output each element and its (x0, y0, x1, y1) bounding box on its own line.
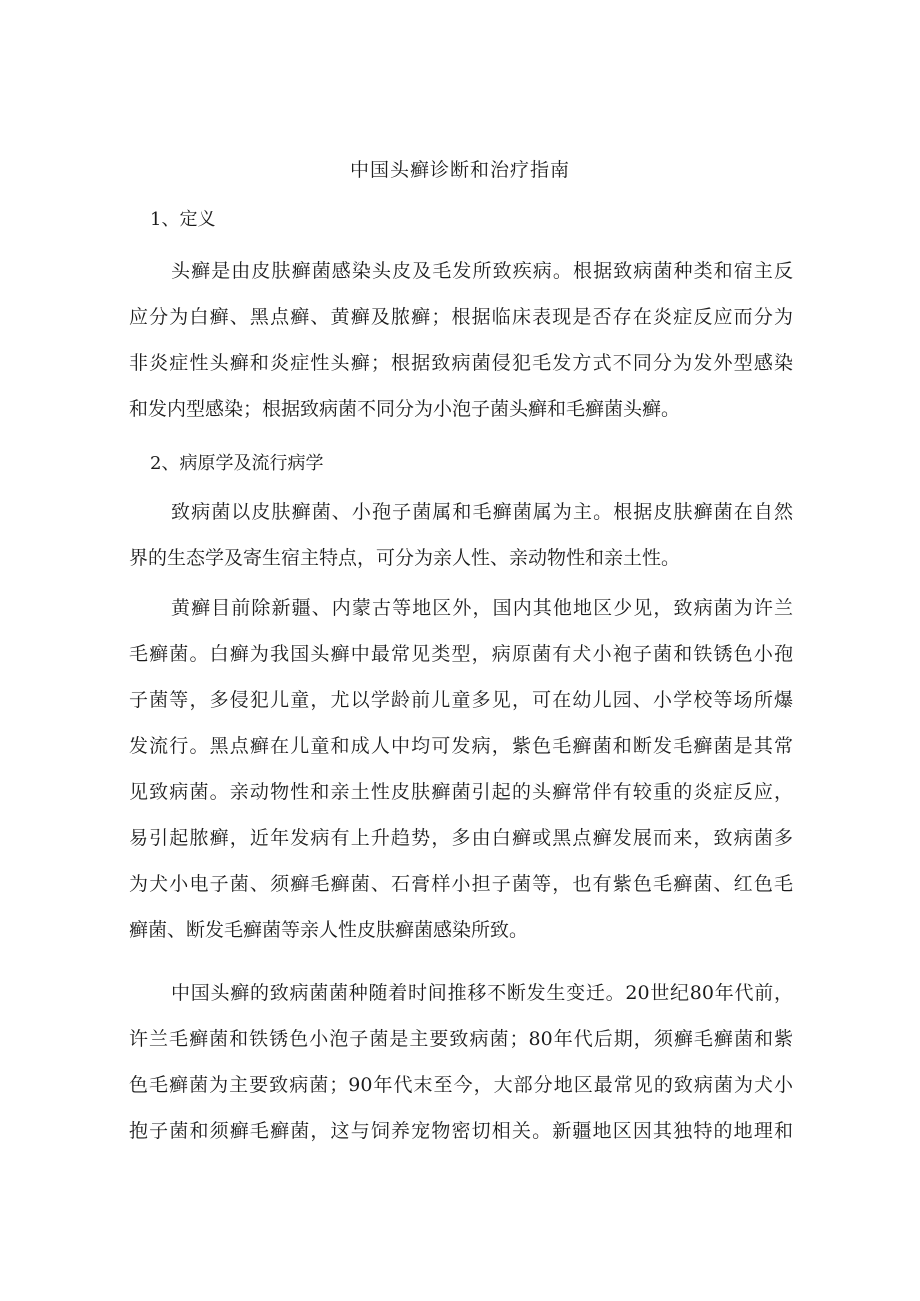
paragraph-line: 中国头癣的致病菌菌种随着时间推移不断发生变迁。20世纪80年代前， (171, 982, 793, 1004)
paragraph-line: 非炎症性头癣和炎症性头癣；根据致病菌侵犯毛发方式不同分为发外型感染 (129, 352, 793, 374)
paragraph-line: 为犬小电子菌、须癣毛癣菌、石膏样小担子菌等，也有紫色毛癣菌、红色毛 (129, 873, 793, 895)
paragraph-line: 许兰毛癣菌和铁锈色小泡子菌是主要致病菌；80年代后期，须癣毛癣菌和紫 (129, 1028, 793, 1050)
paragraph-line: 子菌等，多侵犯儿童，尤以学龄前儿童多见，可在幼儿园、小学校等场所爆 (129, 689, 793, 711)
paragraph-line: 和发内型感染；根据致病菌不同分为小泡子菌头癣和毛癣菌头癣。 (129, 398, 681, 420)
paragraph-line: 癣菌、断发毛癣菌等亲人性皮肤癣菌感染所致。 (129, 919, 529, 941)
paragraph-line: 应分为白癣、黑点癣、黄癣及脓癣；根据临床表现是否存在炎症反应而分为 (129, 306, 793, 328)
paragraph-line: 致病菌以皮肤癣菌、小孢子菌属和毛癣菌属为主。根据皮肤癣菌在自然 (171, 501, 793, 523)
document-title: 中国头癣诊断和治疗指南 (349, 159, 570, 181)
paragraph-line: 易引起脓癣，近年发病有上升趋势，多由白癣或黑点癣发展而来，致病菌多 (129, 827, 793, 849)
paragraph-line: 界的生态学及寄生宿主特点，可分为亲人性、亲动物性和亲土性。 (129, 547, 681, 569)
paragraph-favus (129, 585, 793, 953)
paragraph-line: 发流行。黑点癣在儿童和成人中均可发病，紫色毛癣菌和断发毛癣菌是其常 (129, 735, 793, 757)
paragraph-line: 抱子菌和须癣毛癣菌，这与饲养宠物密切相关。新疆地区因其独特的地理和 (129, 1120, 793, 1142)
paragraph-definition (129, 248, 793, 432)
paragraph-line: 头癣是由皮肤癣菌感染头皮及毛发所致疾病。根据致病菌种类和宿主反 (171, 260, 793, 282)
section-heading-etiology: 2、病原学及流行病学 (150, 453, 324, 474)
paragraph-line: 见致病菌。亲动物性和亲土性皮肤癣菌引起的头癣常伴有较重的炎症反应， (129, 781, 793, 803)
paragraph-line: 毛癣菌。白癣为我国头癣中最常见类型，病原菌有犬小袍子菌和铁锈色小孢 (129, 643, 793, 665)
paragraph-line: 黄癣目前除新疆、内蒙古等地区外，国内其他地区少见，致病菌为许兰 (171, 597, 793, 619)
paragraph-line: 色毛癣菌为主要致病菌；90年代末至今，大部分地区最常见的致病菌为犬小 (129, 1074, 793, 1096)
paragraph-pathogen-changes (129, 970, 793, 1154)
section-heading-definition: 1、定义 (150, 209, 216, 230)
paragraph-pathogens (129, 489, 793, 581)
